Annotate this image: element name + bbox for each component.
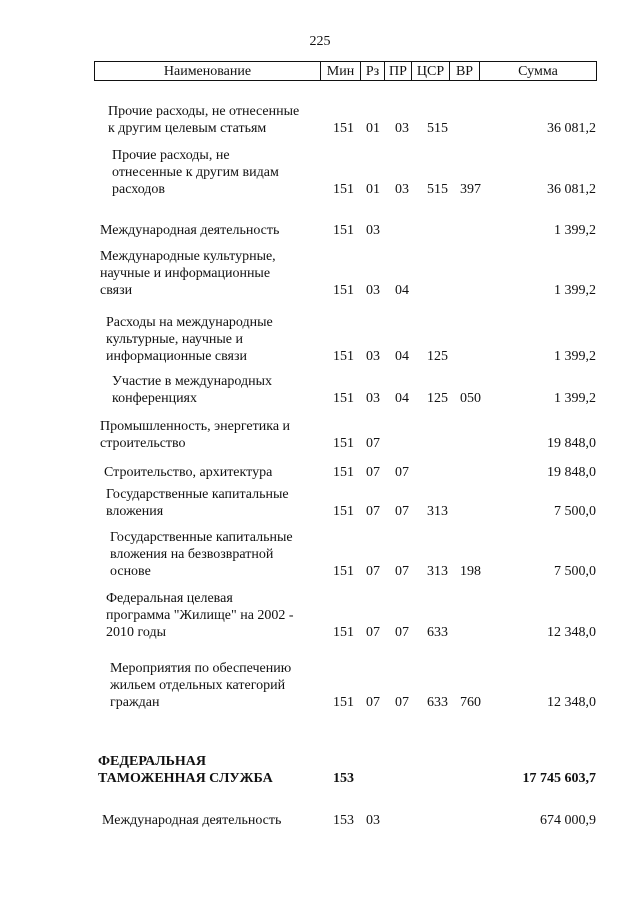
row-min: 151	[333, 121, 354, 136]
header-pr: ПР	[384, 62, 411, 80]
row-name-line: строительство	[100, 436, 186, 451]
row-name-line: Строительство, архитектура	[104, 465, 273, 480]
row-name-line: Мероприятия по обеспечению	[110, 661, 292, 676]
row-min: 151	[333, 391, 354, 406]
row-pr: 07	[395, 625, 409, 640]
row-rz: 07	[366, 695, 380, 710]
row-min: 151	[333, 436, 354, 451]
row-pr: 04	[395, 283, 409, 298]
row-csr: 515	[427, 182, 448, 197]
row-min: 151	[333, 223, 354, 238]
row-rz: 01	[366, 121, 380, 136]
row-pr: 03	[395, 182, 409, 197]
header-rz: Рз	[360, 62, 384, 80]
header-vr: ВР	[449, 62, 479, 80]
row-name	[100, 222, 315, 239]
row-name-line: культурные, научные и	[106, 332, 244, 347]
row-min: 151	[333, 625, 354, 640]
row-name-line: вложения на безвозвратной	[110, 547, 274, 562]
row-min: 151	[333, 504, 354, 519]
row-name	[102, 812, 317, 829]
row-sum: 1 399,2	[554, 223, 596, 238]
row-pr: 07	[395, 504, 409, 519]
row-min: 151	[333, 182, 354, 197]
row-sum: 12 348,0	[547, 625, 596, 640]
row-name	[106, 486, 321, 520]
table-header	[94, 61, 597, 81]
row-csr: 313	[427, 504, 448, 519]
row-rz: 07	[366, 465, 380, 480]
row-name-line: связи	[100, 283, 133, 298]
row-name-line: ФЕДЕРАЛЬНАЯ	[98, 754, 207, 769]
row-csr: 125	[427, 391, 448, 406]
header-csr: ЦСР	[411, 62, 449, 80]
row-name	[110, 660, 325, 711]
row-name	[104, 464, 319, 481]
row-name-line: Прочие расходы, не	[112, 148, 230, 163]
row-rz: 01	[366, 182, 380, 197]
row-name-line: Государственные капитальные	[110, 530, 293, 545]
row-csr: 633	[427, 625, 448, 640]
row-sum: 12 348,0	[547, 695, 596, 710]
row-rz: 03	[366, 349, 380, 364]
row-pr: 03	[395, 121, 409, 136]
row-name-line: ТАМОЖЕННАЯ СЛУЖБА	[98, 771, 273, 786]
header-name: Наименование	[163, 64, 252, 79]
row-name-line: к другим целевым статьям	[108, 121, 267, 136]
row-csr: 313	[427, 564, 448, 579]
row-name-line: 2010 годы	[106, 625, 167, 640]
row-sum: 1 399,2	[554, 391, 596, 406]
row-name	[108, 103, 323, 137]
row-rz: 03	[366, 391, 380, 406]
page-number: 225	[309, 34, 331, 49]
row-name-line: Федеральная целевая	[106, 591, 233, 606]
row-pr: 07	[395, 695, 409, 710]
row-min: 151	[333, 465, 354, 480]
row-sum: 36 081,2	[547, 121, 596, 136]
row-rz: 03	[366, 813, 380, 828]
row-sum: 7 500,0	[554, 564, 596, 579]
row-name-line: расходов	[112, 182, 166, 197]
row-name-line: программа "Жилище" на 2002 -	[106, 608, 294, 623]
row-name	[106, 590, 321, 641]
row-name-line: Прочие расходы, не отнесенные	[108, 104, 300, 119]
row-vr: 050	[460, 391, 481, 406]
row-name-line: Международные культурные,	[100, 249, 276, 264]
row-rz: 07	[366, 436, 380, 451]
row-sum: 17 745 603,7	[522, 771, 596, 786]
row-name-line: Международная деятельность	[100, 223, 280, 238]
row-rz: 07	[366, 504, 380, 519]
row-sum: 674 000,9	[540, 813, 596, 828]
row-sum: 19 848,0	[547, 436, 596, 451]
row-name-line: Международная деятельность	[102, 813, 282, 828]
row-sum: 1 399,2	[554, 349, 596, 364]
row-name	[110, 529, 325, 580]
row-name-line: Промышленность, энергетика и	[100, 419, 291, 434]
row-csr: 633	[427, 695, 448, 710]
row-sum: 1 399,2	[554, 283, 596, 298]
row-min: 153	[333, 771, 354, 786]
row-csr: 515	[427, 121, 448, 136]
row-sum: 7 500,0	[554, 504, 596, 519]
row-name	[100, 418, 315, 452]
row-pr: 04	[395, 349, 409, 364]
row-rz: 03	[366, 223, 380, 238]
row-name-line: научные и информационные	[100, 266, 271, 281]
row-name	[112, 373, 327, 407]
row-rz: 07	[366, 564, 380, 579]
row-name-line: жильем отдельных категорий	[110, 678, 286, 693]
header-min: Мин	[320, 62, 360, 80]
row-sum: 19 848,0	[547, 465, 596, 480]
row-name	[106, 314, 321, 365]
row-name-line: информационные связи	[106, 349, 248, 364]
row-vr: 760	[460, 695, 481, 710]
row-min: 153	[333, 813, 354, 828]
row-vr: 397	[460, 182, 481, 197]
row-min: 151	[333, 349, 354, 364]
row-name-line: основе	[110, 564, 151, 579]
row-min: 151	[333, 564, 354, 579]
row-name	[112, 147, 327, 198]
row-name-line: вложения	[106, 504, 164, 519]
row-sum: 36 081,2	[547, 182, 596, 197]
row-name-line: отнесенные к другим видам	[112, 165, 279, 180]
row-rz: 03	[366, 283, 380, 298]
row-rz: 07	[366, 625, 380, 640]
row-name-line: Государственные капитальные	[106, 487, 289, 502]
row-vr: 198	[460, 564, 481, 579]
header-sum: Сумма	[479, 62, 596, 80]
row-name-line: конференциях	[112, 391, 197, 406]
row-min: 151	[333, 695, 354, 710]
row-csr: 125	[427, 349, 448, 364]
row-pr: 07	[395, 564, 409, 579]
row-name-line: Участие в международных	[112, 374, 273, 389]
row-min: 151	[333, 283, 354, 298]
row-pr: 07	[395, 465, 409, 480]
row-name	[100, 248, 315, 299]
row-pr: 04	[395, 391, 409, 406]
row-name-line: граждан	[110, 695, 160, 710]
row-name-line: Расходы на международные	[106, 315, 273, 330]
row-name	[98, 753, 313, 787]
